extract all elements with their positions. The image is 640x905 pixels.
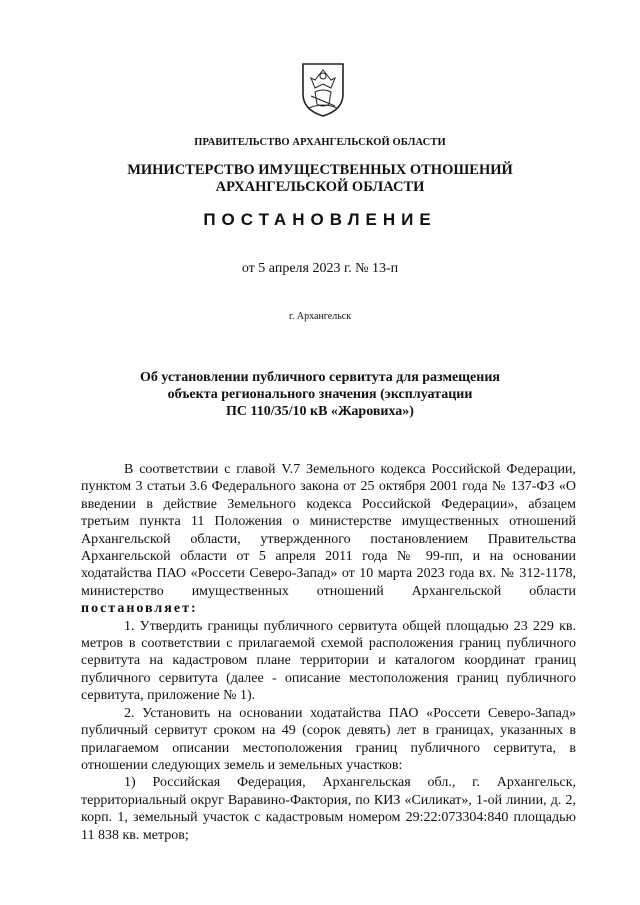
subject-line-3: ПС 110/35/10 кВ «Жаровиха») [226, 404, 414, 419]
government-name: ПРАВИТЕЛЬСТВО АРХАНГЕЛЬСКОЙ ОБЛАСТИ [194, 137, 446, 148]
ministry-name [0, 162, 640, 196]
subject-line-2: объекта регионального значения (эксплуатации [167, 387, 473, 402]
item-1: 1. Утвердить границы публичного сервитута общей площадью 23 229 кв. метров в соответствии с прилагаемой схемой расположения границ публичного сервитута на кадастровом плане территории и каталогом координат границ публичного сервитута (далее - описание местоположения границ публичного сервитута, приложение № 1). [81, 618, 576, 704]
document-type: ПОСТАНОВЛЕНИЕ [203, 210, 437, 229]
city: г. Архангельск [288, 311, 352, 322]
ministry-line-1: МИНИСТЕРСТВО ИМУЩЕСТВЕННЫХ ОТНОШЕНИЙ [127, 162, 513, 178]
item-2: 2. Установить на основании ходатайства ПАО «Россети Северо-Запад» публичный сервитут сроком на 49 (сорок девять) лет в границах, указанных в прилагаемом описании местоположения границ публичного сервитута, в отношении следующих земель и земельных участков: [81, 705, 576, 773]
document-body [81, 461, 576, 844]
date-number: от 5 апреля 2023 г. № 13-п [241, 261, 399, 276]
coat-of-arms-icon [301, 62, 345, 118]
decree-word: постановляет: [81, 601, 198, 617]
preamble-paragraph [81, 461, 576, 618]
ministry-line-2: АРХАНГЕЛЬСКОЙ ОБЛАСТИ [215, 179, 425, 195]
preamble-text: В соответствии с главой V.7 Земельного кодекса Российской Федерации, пунктом 3 статьи 3.6 Федерального закона от 25 октября 2001 года № 137-ФЗ «О введении в действие Земельного кодекса Российской Федерации», абзацем третьим пункта 11 Положения о министерстве имущественных отношений Архангельской области, утвержденного постановлением Правительства Архангельской области от 5 апреля 2011 года № 99-пп, и на основании ходатайства ПАО «Россети Северо-Запад» от 10 марта 2023 года вх. № 312-1178, министерство имущественных отношений Архангельской области [81, 462, 576, 599]
document-subject [0, 369, 640, 420]
item-2-1: 1) Российская Федерация, Архангельская обл., г. Архангельск, территориальный округ Варавино-Фактория, по КИЗ «Силикат», 1-ой линии, д. 2, корп. 1, земельный участок с кадастровым номером 29:22:073304:840 площадью 11 838 кв. метров; [81, 775, 576, 843]
subject-line-1: Об установлении публичного сервитута для размещения [140, 370, 500, 385]
